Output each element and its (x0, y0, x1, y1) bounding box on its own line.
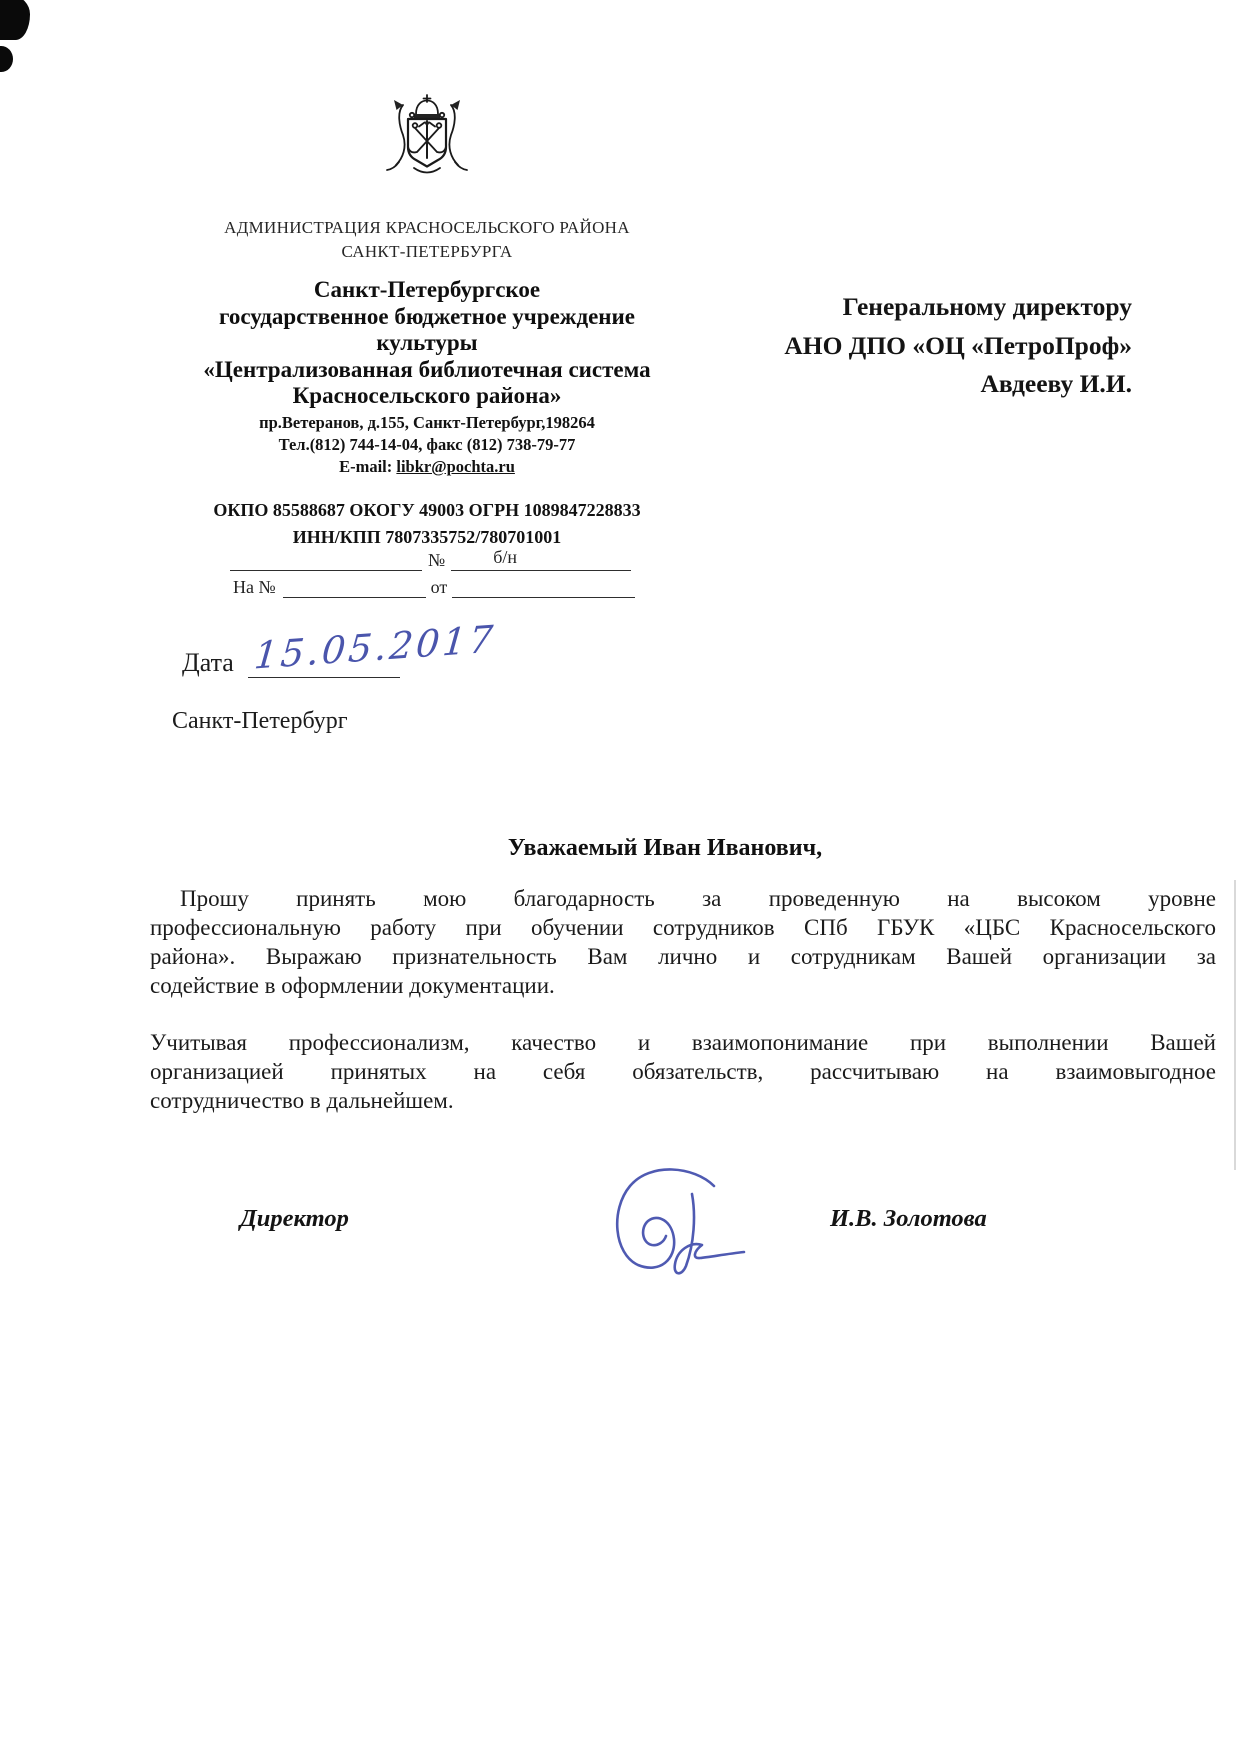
reply-from-label: от (430, 577, 448, 597)
reply-ref-label: На № (233, 577, 276, 597)
paragraph-line: содействие в оформлении документации. (150, 973, 555, 998)
email-label: E-mail: (339, 457, 393, 476)
recipient-block (652, 288, 1132, 404)
email-value: libkr@pochta.ru (396, 457, 515, 476)
org-name-line: Красносельского района» (292, 383, 562, 408)
salutation: Уважаемый Иван Иванович, (507, 835, 823, 861)
org-name-line: Санкт-Петербургское (313, 277, 541, 302)
number-sign: № (428, 550, 446, 570)
org-name-line: государственное бюджетное учреждение (218, 303, 636, 329)
org-name-line: культуры (376, 330, 478, 355)
paragraph-line: сотрудничество в дальнейшем. (150, 1088, 454, 1113)
signer-name: И.В. Золотова (830, 1205, 987, 1232)
outgoing-number-line (230, 547, 631, 571)
administration-header (150, 216, 704, 264)
scan-corner-artifact (0, 0, 30, 40)
reply-reference-line (233, 577, 635, 598)
org-email-line (150, 456, 704, 478)
scan-corner-artifact-small (0, 46, 13, 72)
paragraph-line: организацией принятых на себя обязательств, рассчитываю на взаимовыгодное (150, 1059, 1216, 1084)
organization-name (120, 277, 734, 410)
blank-rule (230, 550, 422, 571)
recipient-title: Генеральному директору (842, 292, 1132, 321)
paragraph-line: профессиональную работу при обучении сотрудников СПб ГБУК «ЦБС Красносельского (150, 915, 1216, 940)
blank-rule (452, 577, 635, 598)
org-registry-block (130, 497, 724, 551)
number-rule (451, 547, 631, 571)
coat-of-arms-saint-petersburg-icon (374, 92, 480, 196)
org-phone-line: Тел.(812) 744-14-04, факс (812) 738-79-77 (278, 435, 576, 454)
signer-title: Директор (240, 1205, 349, 1232)
blank-rule (283, 577, 426, 598)
org-address-line: пр.Ветеранов, д.155, Санкт-Петербург,198264 (259, 413, 595, 432)
body-paragraph-1 (150, 884, 1216, 1000)
registry-line: ОКПО 85588687 ОКОГУ 49003 ОГРН 1089847228833 (213, 500, 641, 520)
number-value: б/н (493, 547, 517, 567)
paragraph-line: Прошу принять мою благодарность за проведенную на высоком уровне (180, 886, 1216, 911)
scan-edge-artifact (1234, 880, 1236, 1170)
recipient-organization: АНО ДПО «ОЦ «ПетроПроф» (784, 330, 1132, 360)
registry-line: ИНН/КПП 7807335752/780701001 (292, 527, 562, 547)
org-contact-block (150, 412, 704, 478)
paragraph-line: Учитывая профессионализм, качество и взаимопонимание при выполнении Вашей (150, 1030, 1216, 1055)
handwritten-date: 15.05.2017 (252, 617, 498, 678)
administration-line: АДМИНИСТРАЦИЯ КРАСНОСЕЛЬСКОГО РАЙОНА (224, 218, 630, 237)
date-label: Дата (182, 648, 234, 677)
city-line: Санкт-Петербург (172, 708, 348, 734)
administration-line: САНКТ-ПЕТЕРБУРГА (341, 242, 513, 261)
handwritten-signature-icon (572, 1162, 772, 1280)
org-name-line: «Централизованная библиотечная система (203, 356, 651, 382)
recipient-person: Авдееву И.И. (980, 369, 1132, 398)
paragraph-line: района». Выражаю признательность Вам лично и сотрудникам Вашей организации за (150, 944, 1216, 969)
body-paragraph-2 (150, 1028, 1216, 1115)
